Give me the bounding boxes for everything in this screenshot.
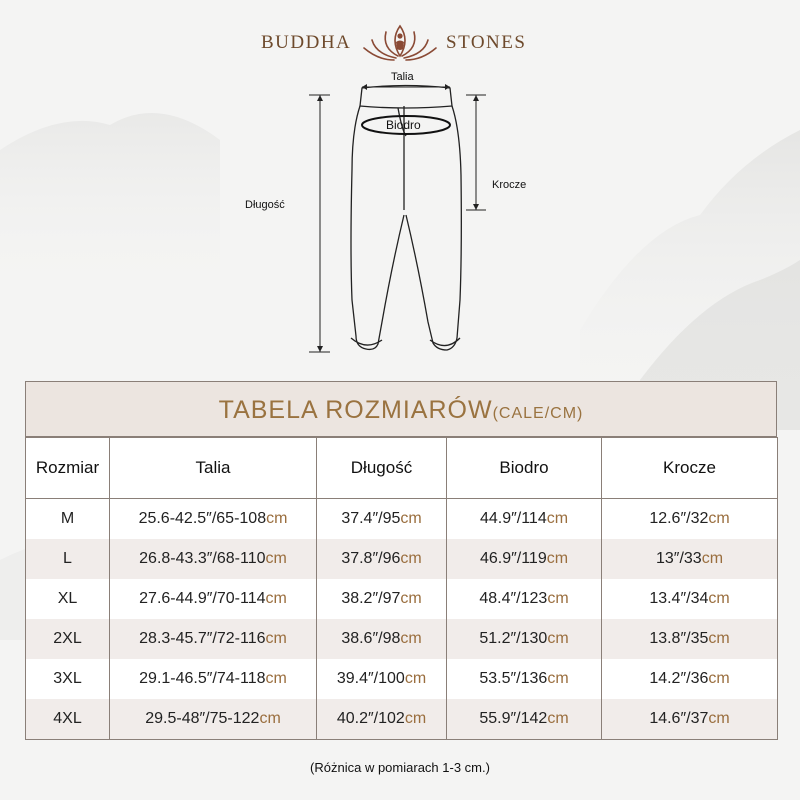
table-row	[26, 579, 778, 619]
header-length: Długość	[317, 438, 447, 499]
pants-outline-icon	[0, 60, 800, 370]
unit-cm: cm	[701, 550, 724, 567]
pants-diagram	[0, 60, 800, 370]
waist-label: Talia	[391, 71, 414, 83]
cell-size: M	[26, 499, 110, 540]
unit-cm: cm	[265, 630, 287, 647]
unit-cm: cm	[265, 550, 287, 567]
header-waist: Talia	[110, 438, 317, 499]
measurement-note: (Różnica w pomiarach 1-3 cm.)	[310, 760, 490, 775]
cell-length: 37.8″/96cm	[317, 539, 447, 579]
unit-cm: cm	[708, 630, 730, 647]
cell-hip: 44.9″/114cm	[447, 499, 602, 540]
cell-rise: 14.2″/36cm	[602, 659, 778, 699]
cell-rise: 13.8″/35cm	[602, 619, 778, 659]
cell-length: 37.4″/95cm	[317, 499, 447, 540]
brand-name-left: BUDDHA	[261, 32, 352, 53]
cell-length: 39.4″/100cm	[317, 659, 447, 699]
cell-hip: 48.4″/123cm	[447, 579, 602, 619]
hip-label: Biodro	[386, 118, 421, 132]
cell-size: 4XL	[26, 699, 110, 740]
unit-cm: cm	[547, 630, 569, 647]
cell-waist: 26.8-43.3″/68-110cm	[110, 539, 317, 579]
size-chart	[25, 381, 777, 726]
unit-cm: cm	[404, 710, 427, 727]
cell-hip: 46.9″/119cm	[447, 539, 602, 579]
size-chart-title-bar	[25, 381, 777, 437]
unit-cm: cm	[404, 670, 427, 687]
cell-rise: 14.6″/37cm	[602, 699, 778, 740]
unit-cm: cm	[547, 710, 569, 727]
header-rise: Krocze	[602, 438, 778, 499]
cell-size: L	[26, 539, 110, 579]
cell-rise: 13″/33cm	[602, 539, 778, 579]
unit-cm: cm	[547, 670, 569, 687]
cell-rise: 13.4″/34cm	[602, 579, 778, 619]
cell-waist: 25.6-42.5″/65-108cm	[110, 499, 317, 540]
table-row	[26, 659, 778, 699]
unit-cm: cm	[708, 510, 730, 527]
unit-cm: cm	[265, 590, 287, 607]
unit-cm: cm	[265, 670, 287, 687]
table-header-row	[26, 438, 778, 499]
header-hip: Biodro	[447, 438, 602, 499]
cell-length: 38.2″/97cm	[317, 579, 447, 619]
unit-cm: cm	[400, 590, 422, 607]
cell-length: 40.2″/102cm	[317, 699, 447, 740]
table-row	[26, 539, 778, 579]
cell-hip: 55.9″/142cm	[447, 699, 602, 740]
unit-cm: cm	[259, 710, 281, 727]
size-chart-unit: (CALE/CM)	[492, 405, 584, 422]
cell-hip: 51.2″/130cm	[447, 619, 602, 659]
cell-rise: 12.6″/32cm	[602, 499, 778, 540]
unit-cm: cm	[266, 510, 288, 527]
brand-name-right: STONES	[446, 32, 527, 53]
rise-label: Krocze	[492, 179, 527, 191]
table-row	[26, 499, 778, 540]
cell-length: 38.6″/98cm	[317, 619, 447, 659]
cell-hip: 53.5″/136cm	[447, 659, 602, 699]
cell-waist: 27.6-44.9″/70-114cm	[110, 579, 317, 619]
header-size: Rozmiar	[26, 438, 110, 499]
cell-waist: 29.5-48″/75-122cm	[110, 699, 317, 740]
table-row	[26, 619, 778, 659]
cell-waist: 28.3-45.7″/72-116cm	[110, 619, 317, 659]
unit-cm: cm	[708, 710, 730, 727]
brand-logo	[0, 26, 800, 60]
unit-cm: cm	[547, 590, 569, 607]
unit-cm: cm	[400, 550, 422, 567]
cell-size: 3XL	[26, 659, 110, 699]
cell-size: 2XL	[26, 619, 110, 659]
cell-size: XL	[26, 579, 110, 619]
length-label: Długość	[245, 199, 285, 211]
unit-cm: cm	[708, 670, 730, 687]
unit-cm: cm	[400, 630, 422, 647]
unit-cm: cm	[546, 510, 569, 527]
unit-cm: cm	[400, 510, 422, 527]
lotus-meditation-icon	[360, 18, 440, 64]
table-row	[26, 699, 778, 740]
unit-cm: cm	[546, 550, 569, 567]
size-table	[25, 437, 778, 740]
unit-cm: cm	[708, 590, 730, 607]
size-chart-title: TABELA ROZMIARÓW	[218, 396, 493, 424]
cell-waist: 29.1-46.5″/74-118cm	[110, 659, 317, 699]
